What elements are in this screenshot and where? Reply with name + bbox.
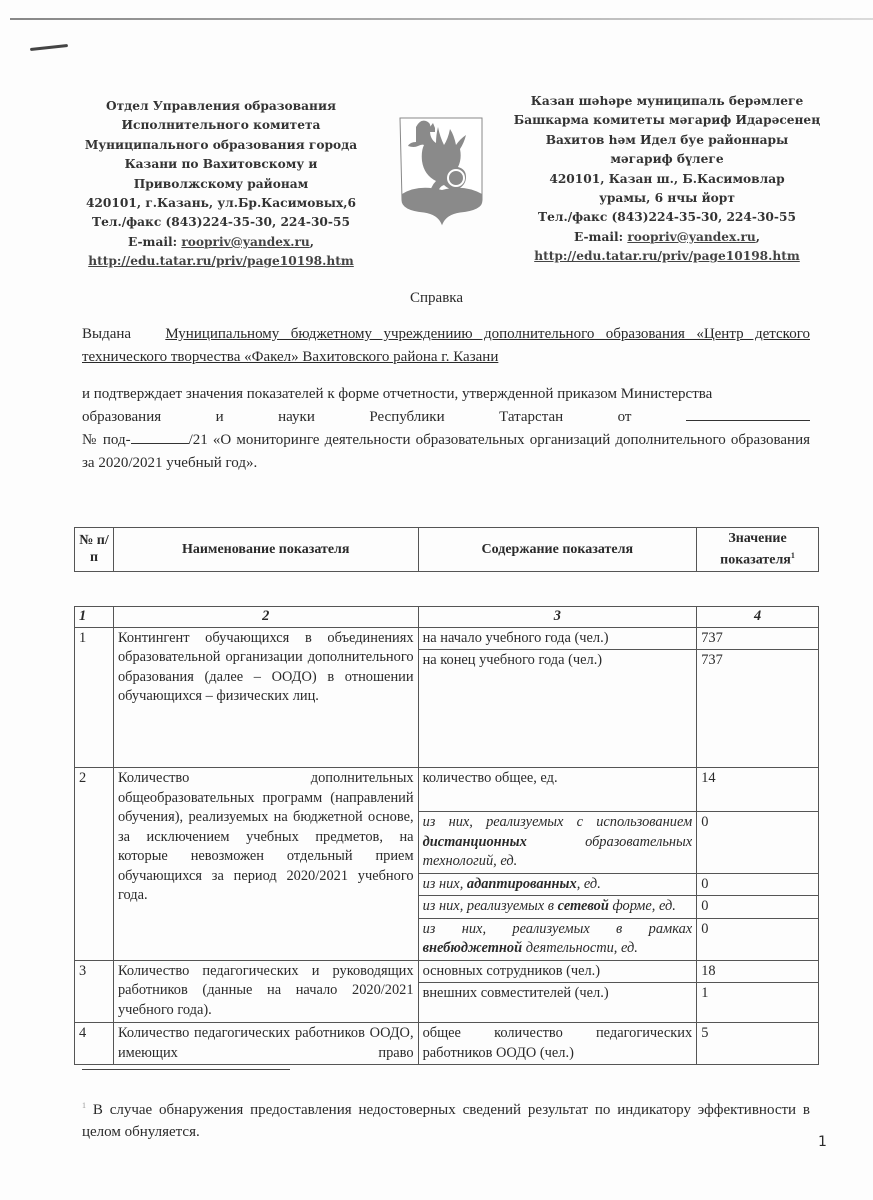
email-label: E-mail:	[127, 234, 182, 249]
content-text: из них, реализуемых с использованием	[422, 814, 693, 830]
letterhead-right	[510, 92, 824, 267]
letterhead-line: Исполнительного комитета	[121, 118, 321, 133]
col-header-number: № п/п	[75, 528, 114, 572]
content-text: из них, реализуемых в	[422, 898, 558, 914]
table-row	[75, 627, 819, 650]
confirmation-paragraph	[82, 383, 810, 475]
letterhead-phone: Тел./факс (843)224-35-30, 224-30-55	[538, 210, 796, 225]
website-link[interactable]: http://edu.tatar.ru/priv/page10198.htm	[88, 254, 354, 269]
indicator-value: 18	[697, 960, 819, 983]
kazan-coat-of-arms-zilant-icon	[398, 114, 486, 226]
footnote-marker: 1	[82, 1101, 86, 1110]
row-number: 1	[75, 627, 114, 768]
letterhead-address: урамы, 6 нчы йорт	[599, 191, 735, 206]
content-text: из них,	[422, 875, 467, 892]
word: Республики	[369, 409, 445, 425]
email-suffix: ,	[309, 234, 315, 249]
col-header-value	[697, 528, 819, 572]
content-text: из них, реализуемых в рамках	[422, 920, 693, 937]
order-number-prefix: № под-	[82, 432, 131, 448]
letterhead-line: Башкарма комитеты мәгариф Идарәсенең	[513, 113, 821, 128]
indicator-content: основных сотрудников (чел.)	[418, 960, 697, 983]
indicator-value: 14	[697, 768, 819, 812]
letterhead-line: Казан шәһәре муниципаль берәмлеге	[530, 94, 804, 108]
order-number-blank-field[interactable]	[131, 429, 189, 444]
content-emphasis: внебюджетной	[422, 940, 523, 956]
indicator-content: общее количество педагогических работников ООДО (чел.)	[418, 1023, 697, 1065]
date-blank-field[interactable]	[686, 406, 810, 421]
letterhead-address: 420101, г.Казань, ул.Бр.Касимовых,6	[85, 196, 357, 211]
indicator-value: 0	[697, 896, 819, 919]
paragraph-line-spread	[82, 406, 810, 429]
letterhead-line: Отдел Управления образования	[105, 99, 337, 113]
letterhead-address: 420101, Казан ш., Б.Касимовлар	[549, 171, 785, 186]
column-number-row	[75, 607, 819, 628]
indicator-content	[418, 896, 697, 919]
paragraph-line: и подтверждает значения показателей к форме отчетности, утвержденной приказом Министерства	[82, 386, 713, 402]
indicator-content: на конец учебного года (чел.)	[418, 650, 697, 768]
indicator-header-table	[74, 527, 819, 572]
email-link[interactable]: roopriv@yandex.ru	[627, 229, 756, 244]
indicator-value: 737	[697, 627, 819, 650]
website-link[interactable]: http://edu.tatar.ru/priv/page10198.htm	[534, 249, 800, 264]
indicator-table	[74, 606, 819, 1065]
indicator-content: количество общее, ед.	[418, 768, 697, 812]
col-header-value-label: Значение показателя	[720, 531, 791, 568]
indicator-value: 737	[697, 650, 819, 768]
indicator-content	[418, 873, 697, 896]
letterhead-line: Муниципального образования города	[84, 137, 358, 152]
issued-to-organization: Муниципальному бюджетному учреждениию дополнительного образования «Центр детского технического творчества «Факел» Вахитовского района г. Казани	[82, 326, 810, 365]
word: науки	[278, 409, 315, 425]
letterhead-email-row	[70, 233, 372, 252]
word: и	[215, 409, 224, 425]
table-row	[75, 1023, 819, 1065]
word: образования	[82, 409, 162, 425]
indicator-name: Количество педагогических и руководящих работников (данные на начало 2020/2021 учебного года).	[113, 960, 418, 1023]
row-number: 3	[75, 960, 114, 1023]
letterhead-line: Казани по Вахитовскому и	[124, 157, 318, 172]
letterhead-email-row	[510, 228, 824, 247]
page-number: 1	[818, 1134, 827, 1150]
email-label: E-mail:	[573, 229, 628, 244]
indicator-value: 5	[697, 1023, 819, 1065]
letterhead-left	[70, 97, 372, 272]
col-number: 4	[697, 607, 819, 628]
footnote-ref: 1	[790, 551, 795, 560]
scan-pen-mark	[30, 44, 68, 51]
indicator-value: 0	[697, 812, 819, 874]
indicator-value: 0	[697, 873, 819, 896]
issued-label: Выдана	[82, 326, 132, 342]
indicator-name: Количество педагогических работников ООДО, имеющих право	[113, 1023, 418, 1065]
indicator-value: 1	[697, 983, 819, 1023]
content-text: образовательных технологий, ед.	[422, 833, 693, 869]
col-number: 2	[113, 607, 418, 628]
email-suffix: ,	[755, 229, 761, 244]
col-header-name: Наименование показателя	[113, 528, 418, 572]
letterhead-line: Вахитов һәм Идел буе районнары	[545, 132, 789, 147]
content-emphasis: сетевой	[557, 898, 609, 914]
col-header-content: Содержание показателя	[418, 528, 697, 572]
content-text: деятельности, ед.	[522, 940, 638, 956]
email-link[interactable]: roopriv@yandex.ru	[181, 234, 310, 249]
document-title: Справка	[410, 290, 463, 306]
row-number: 2	[75, 768, 114, 961]
indicator-content: на начало учебного года (чел.)	[418, 627, 697, 650]
content-emphasis: дистанционных	[422, 833, 527, 850]
indicator-name: Количество дополнительных общеобразовательных программ (направлений обучения), реализуемых на бюджетной основе, за исключением учебных предметов, на которые невозможен отдельный прием обучающихся за период 2020/2021 учебного года.	[113, 768, 418, 961]
col-number: 3	[418, 607, 697, 628]
content-text: , ед.	[576, 875, 601, 892]
indicator-name: Контингент обучающихся в объединениях образовательной организации дополнительного образования (далее – ООДО) в отношении обучающихся – физических лиц.	[113, 627, 418, 768]
letterhead-line: мәгариф бүлеге	[610, 152, 724, 167]
col-number: 1	[75, 607, 114, 628]
indicator-value: 0	[697, 918, 819, 960]
table-row	[75, 768, 819, 812]
footnote	[82, 1095, 810, 1143]
footnote-separator	[82, 1069, 290, 1070]
footnote-text: В случае обнаружения предоставления недостоверных сведений результат по индикатору эффективности в целом обнуляется.	[82, 1102, 810, 1140]
issued-to-paragraph	[82, 323, 810, 369]
table-row	[75, 960, 819, 983]
letterhead-phone: Тел./факс (843)224-35-30, 224-30-55	[92, 215, 350, 230]
indicator-content	[418, 812, 697, 874]
order-title: /21 «О мониторинге деятельности образовательных организаций дополнительного образования за 2020/2021 учебный год».	[82, 432, 810, 471]
paragraph-line	[82, 429, 810, 475]
word: от	[617, 409, 632, 425]
scan-edge-line	[10, 18, 873, 20]
indicator-content	[418, 918, 697, 960]
letterhead-line: Приволжскому районам	[133, 176, 309, 191]
content-text: форме, ед.	[608, 898, 676, 914]
word: Татарстан	[499, 409, 564, 425]
indicator-content: внешних совместителей (чел.)	[418, 983, 697, 1023]
content-emphasis: адаптированных	[466, 875, 577, 892]
row-number: 4	[75, 1023, 114, 1065]
